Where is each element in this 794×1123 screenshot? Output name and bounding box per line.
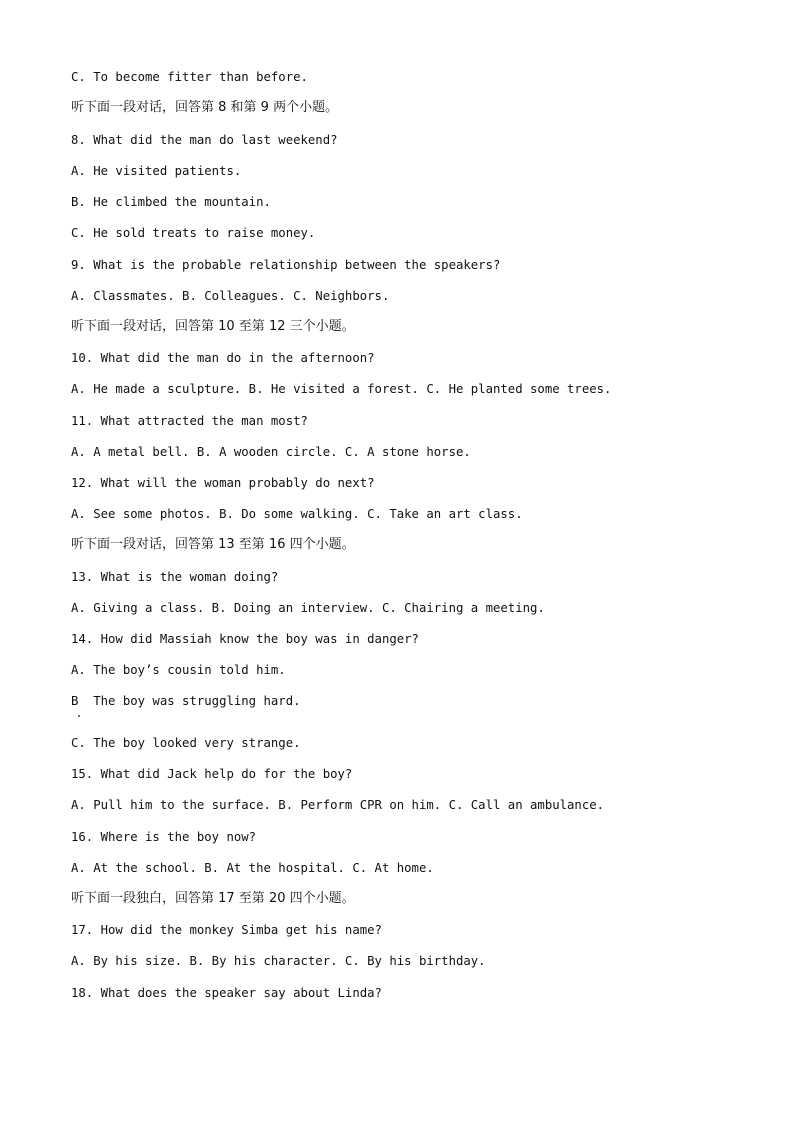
question-text: 17. How did the monkey Simba get his name? [71,923,382,937]
options-line: A. He made a sculpture. B. He visited a forest. C. He planted some trees. [71,382,612,396]
options-line: A. Giving a class. B. Doing an interview. C. Chairing a meeting. [71,601,545,615]
options-line: A. See some photos. B. Do some walking. C. Take an art class. [71,507,523,521]
options-line: A. A metal bell. B. A wooden circle. C. A stone horse. [71,445,471,459]
question-text: 14. How did Massiah know the boy was in danger? [71,632,419,646]
question-text: 15. What did Jack help do for the boy? [71,767,353,781]
option-text: B The boy was struggling hard. [71,694,301,708]
question-text: 18. What does the speaker say about Linda? [71,986,382,1000]
section-instruction: 听下面一段对话，回答第 10 至第 12 三个小题。 [71,319,355,334]
question-text: 12. What will the woman probably do next? [71,476,375,490]
option-text: C. He sold treats to raise money. [71,226,316,240]
option-text: C. The boy looked very strange. [71,736,301,750]
question-text: 8. What did the man do last weekend? [71,133,338,147]
options-line: A. Classmates. B. Colleagues. C. Neighbors. [71,289,390,303]
options-line: A. Pull him to the surface. B. Perform CPR on him. C. Call an ambulance. [71,798,605,812]
question-text: 9. What is the probable relationship between the speakers? [71,258,501,272]
option-text: C. To become fitter than before. [71,70,308,84]
options-line: A. By his size. B. By his character. C. By his birthday. [71,954,486,968]
question-text: 16. Where is the boy now? [71,830,257,844]
question-text: 10. What did the man do in the afternoon? [71,351,375,365]
stray-dot [78,715,80,717]
question-text: 13. What is the woman doing? [71,570,279,584]
section-instruction: 听下面一段对话，回答第 8 和第 9 两个小题。 [71,100,339,115]
options-line: A. At the school. B. At the hospital. C. At home. [71,861,434,875]
option-text: A. He visited patients. [71,164,242,178]
option-text: A. The boy’s cousin told him. [71,663,286,677]
section-instruction: 听下面一段对话，回答第 13 至第 16 四个小题。 [71,537,355,552]
question-text: 11. What attracted the man most? [71,414,308,428]
option-text: B. He climbed the mountain. [71,195,271,209]
section-instruction: 听下面一段独白，回答第 17 至第 20 四个小题。 [71,891,355,906]
